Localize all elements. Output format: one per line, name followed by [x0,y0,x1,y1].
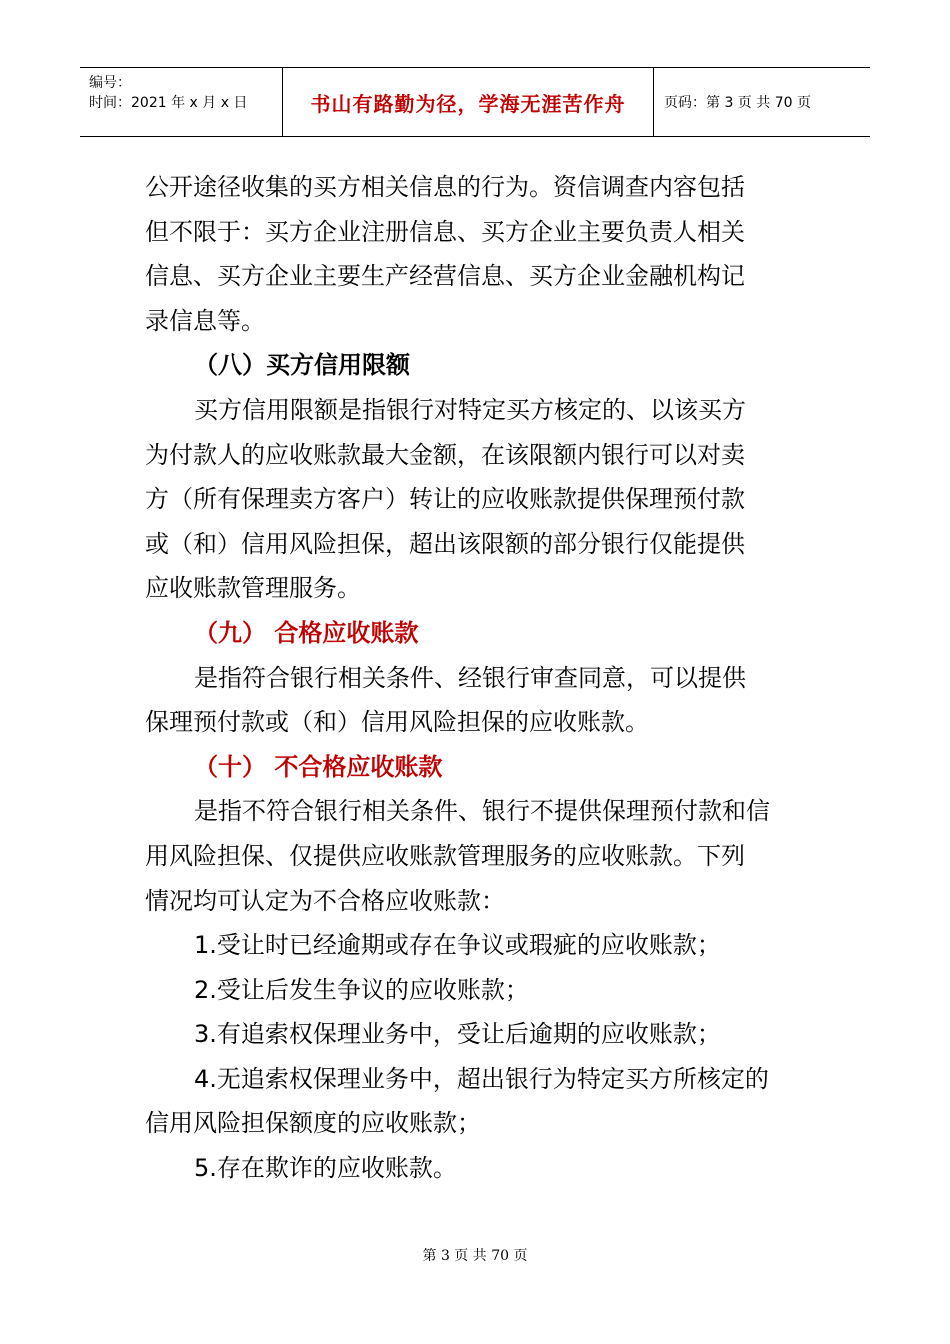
paragraph-line: 是指不符合银行相关条件、银行不提供保理预付款和信 [194,797,770,826]
paragraph-line: 是指符合银行相关条件、经银行审查同意，可以提供 [194,663,746,692]
document-date-label: 时间：2021 年 x 月 x 日 [89,95,248,111]
section-heading-8: （八）买方信用限额 [194,351,410,380]
list-item: 5.存在欺诈的应收账款。 [194,1154,457,1183]
paragraph-line: 信息、买方企业主要生产经营信息、买方企业金融机构记 [145,262,745,291]
paragraph-line: 但不限于：买方企业注册信息、买方企业主要负责人相关 [145,217,745,246]
header-table [80,67,870,137]
list-item: 2.受让后发生争议的应收账款； [194,975,529,1004]
section-heading-10: （十） 不合格应收账款 [194,752,443,781]
paragraph-line: 录信息等。 [145,306,265,335]
page-footer: 第 3 页 共 70 页 [422,1248,528,1264]
document-number-label: 编号： [89,75,131,91]
paragraph-line: 或（和）信用风险担保，超出该限额的部分银行仅能提供 [145,529,745,558]
header-page-info: 页码：第 3 页 共 70 页 [664,95,811,111]
list-item: 4.无追索权保理业务中，超出银行为特定买方所核定的 [194,1064,769,1093]
document-body [145,165,825,1191]
list-item-continuation: 信用风险担保额度的应收账款； [145,1109,481,1138]
list-item: 1.受让时已经逾期或存在争议或瑕疵的应收账款； [194,931,721,960]
paragraph-line: 方（所有保理卖方客户）转让的应收账款提供保理预付款 [145,485,745,514]
paragraph-line: 买方信用限额是指银行对特定买方核定的、以该买方 [194,395,746,424]
section-heading-9: （九） 合格应收账款 [194,618,419,647]
header-left-cell [80,68,283,136]
list-item: 3.有追索权保理业务中，受让后逾期的应收账款； [194,1020,721,1049]
paragraph-line: 情况均可认定为不合格应收账款： [145,886,505,915]
paragraph-line: 为付款人的应收账款最大金额，在该限额内银行可以对卖 [145,440,745,469]
header-middle-cell [283,68,654,136]
paragraph-line: 保理预付款或（和）信用风险担保的应收账款。 [145,708,649,737]
paragraph-line: 应收账款管理服务。 [145,574,361,603]
paragraph-line: 用风险担保、仅提供应收账款管理服务的应收账款。下列 [145,841,745,870]
header-right-cell [654,68,870,136]
header-motto: 书山有路勤为径，学海无涯苦作舟 [310,91,626,116]
paragraph-line: 公开途径收集的买方相关信息的行为。资信调查内容包括 [145,173,745,201]
